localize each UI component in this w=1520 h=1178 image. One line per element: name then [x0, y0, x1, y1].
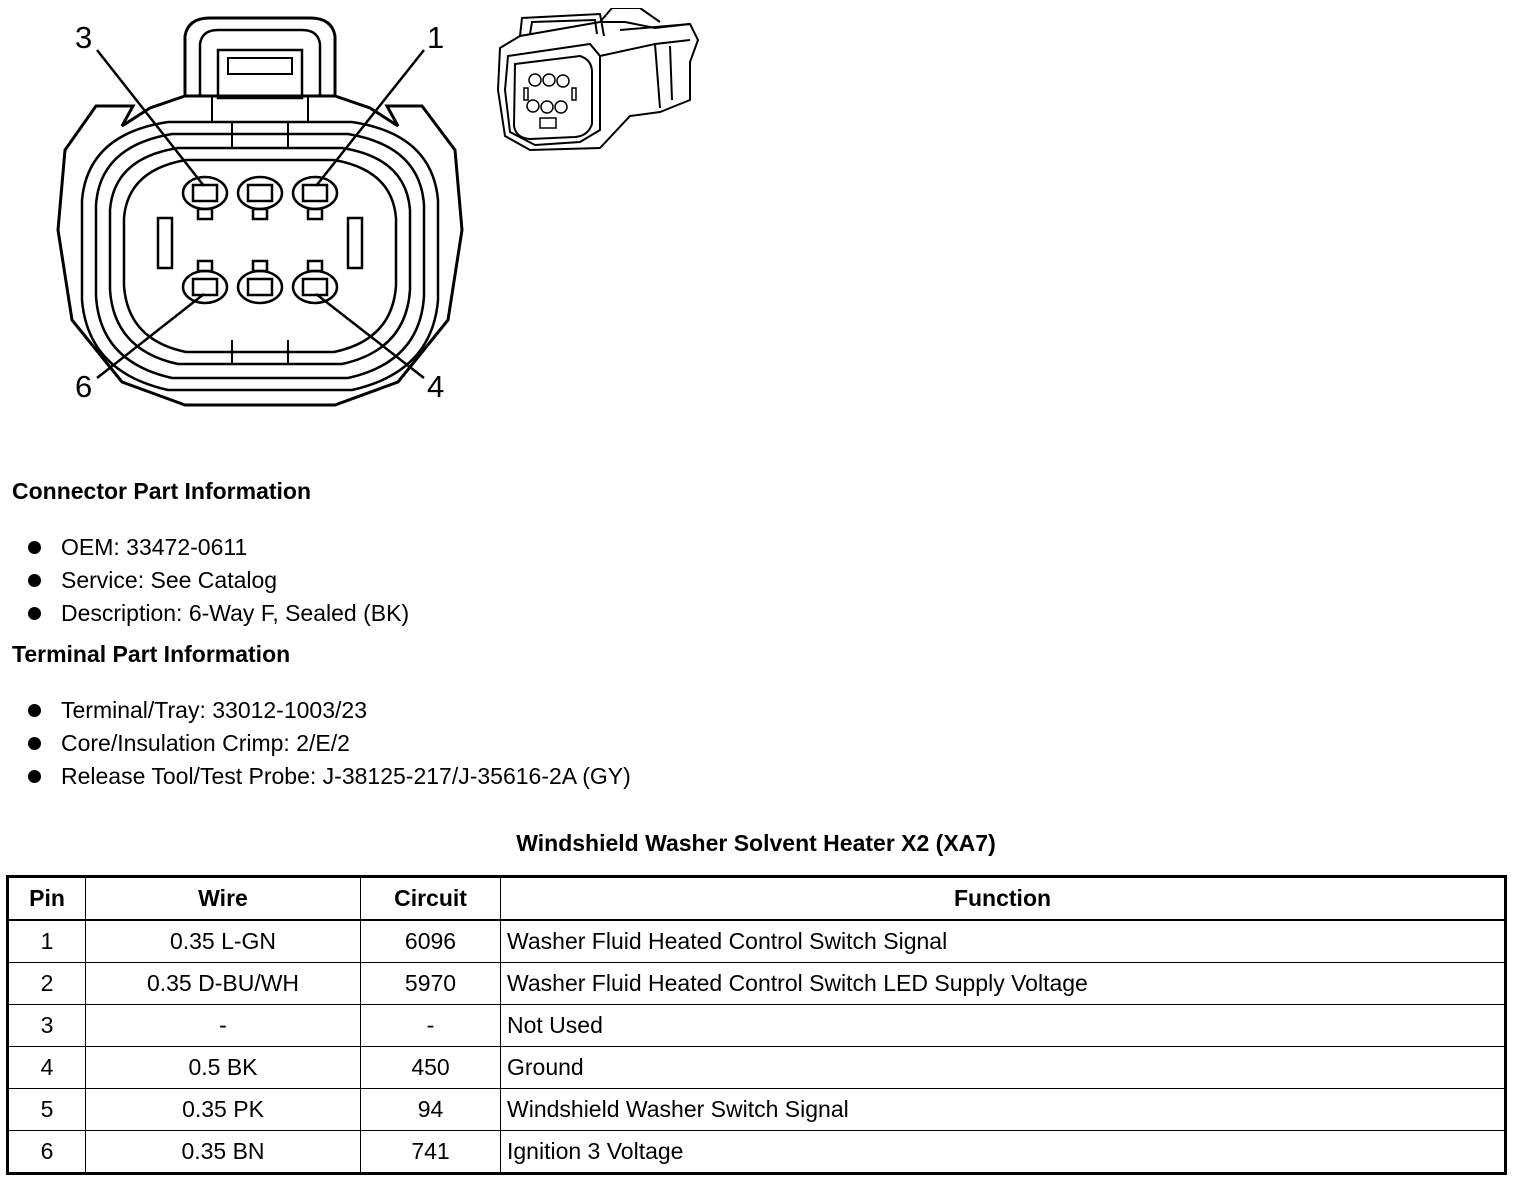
- table-title: Windshield Washer Solvent Heater X2 (XA7): [516, 830, 996, 856]
- connector-outer-shell: [58, 96, 462, 405]
- cavity-pin-3: [183, 177, 227, 219]
- list-item: [28, 531, 409, 564]
- cell-wire: 0.35 BN: [86, 1131, 361, 1174]
- bullet-icon: [28, 541, 41, 554]
- cell-circuit: 741: [361, 1131, 501, 1174]
- list-item-text: Description: 6-Way F, Sealed (BK): [61, 600, 410, 626]
- left-key-slot: [158, 218, 172, 268]
- cavity-pin-2: [238, 177, 282, 219]
- table-row: [8, 1005, 1506, 1047]
- cell-wire: 0.5 BK: [86, 1047, 361, 1089]
- list-item: [28, 564, 409, 597]
- callout-label-3: 3: [75, 20, 93, 55]
- table-row: [8, 1047, 1506, 1089]
- bullet-icon: [28, 574, 41, 587]
- header-pin: Pin: [8, 877, 86, 921]
- bullet-icon: [28, 607, 41, 620]
- cell-pin: 1: [8, 920, 86, 963]
- cell-wire: -: [86, 1005, 361, 1047]
- list-item-text: Service: See Catalog: [61, 567, 278, 593]
- cell-pin: 2: [8, 963, 86, 1005]
- table-header-row: [8, 877, 1506, 921]
- terminal-part-info-heading: Terminal Part Information: [12, 641, 291, 667]
- cell-function: Ground: [501, 1047, 1506, 1089]
- cell-circuit: 94: [361, 1089, 501, 1131]
- connector-isometric-image: [490, 8, 705, 158]
- connector-face-diagram: [40, 10, 480, 410]
- list-item-text: Release Tool/Test Probe: J-38125-217/J-35616-2A (GY): [61, 763, 631, 789]
- cell-circuit: 6096: [361, 920, 501, 963]
- connector-part-info-heading: Connector Part Information: [12, 478, 312, 504]
- list-item: [28, 597, 409, 630]
- callout-label-6: 6: [75, 369, 93, 404]
- list-item: [28, 727, 631, 760]
- bullet-icon: [28, 737, 41, 750]
- header-function: Function: [501, 877, 1506, 921]
- table-row: [8, 1131, 1506, 1174]
- cell-pin: 6: [8, 1131, 86, 1174]
- cell-function: Washer Fluid Heated Control Switch LED Supply Voltage: [501, 963, 1506, 1005]
- cell-function: Washer Fluid Heated Control Switch Signal: [501, 920, 1506, 963]
- cell-wire: 0.35 L-GN: [86, 920, 361, 963]
- cell-circuit: -: [361, 1005, 501, 1047]
- callout-line-3: [97, 50, 204, 186]
- cell-circuit: 5970: [361, 963, 501, 1005]
- pinout-table: [6, 875, 1507, 1175]
- header-circuit: Circuit: [361, 877, 501, 921]
- cell-circuit: 450: [361, 1047, 501, 1089]
- list-item-text: Terminal/Tray: 33012-1003/23: [61, 697, 367, 723]
- table-row: [8, 1089, 1506, 1131]
- cell-function: Ignition 3 Voltage: [501, 1131, 1506, 1174]
- connector-part-info-list: [28, 531, 409, 630]
- cell-function: Windshield Washer Switch Signal: [501, 1089, 1506, 1131]
- right-key-slot: [348, 218, 362, 268]
- list-item: [28, 694, 631, 727]
- cavity-pin-5: [238, 261, 282, 303]
- callout-label-1: 1: [427, 20, 445, 55]
- callout-line-1: [316, 50, 424, 186]
- callout-label-4: 4: [427, 369, 445, 404]
- cell-pin: 5: [8, 1089, 86, 1131]
- cavity-pin-1: [293, 177, 337, 219]
- list-item-text: Core/Insulation Crimp: 2/E/2: [61, 730, 350, 756]
- cell-pin: 4: [8, 1047, 86, 1089]
- cavity-pin-6: [183, 261, 227, 303]
- list-item-text: OEM: 33472-0611: [61, 534, 248, 560]
- list-item: [28, 760, 631, 793]
- terminal-part-info-list: [28, 694, 631, 793]
- cell-function: Not Used: [501, 1005, 1506, 1047]
- bullet-icon: [28, 770, 41, 783]
- header-wire: Wire: [86, 877, 361, 921]
- cavity-pin-4: [293, 261, 337, 303]
- cell-pin: 3: [8, 1005, 86, 1047]
- cell-wire: 0.35 PK: [86, 1089, 361, 1131]
- table-row: [8, 920, 1506, 963]
- bullet-icon: [28, 704, 41, 717]
- cell-wire: 0.35 D-BU/WH: [86, 963, 361, 1005]
- table-row: [8, 963, 1506, 1005]
